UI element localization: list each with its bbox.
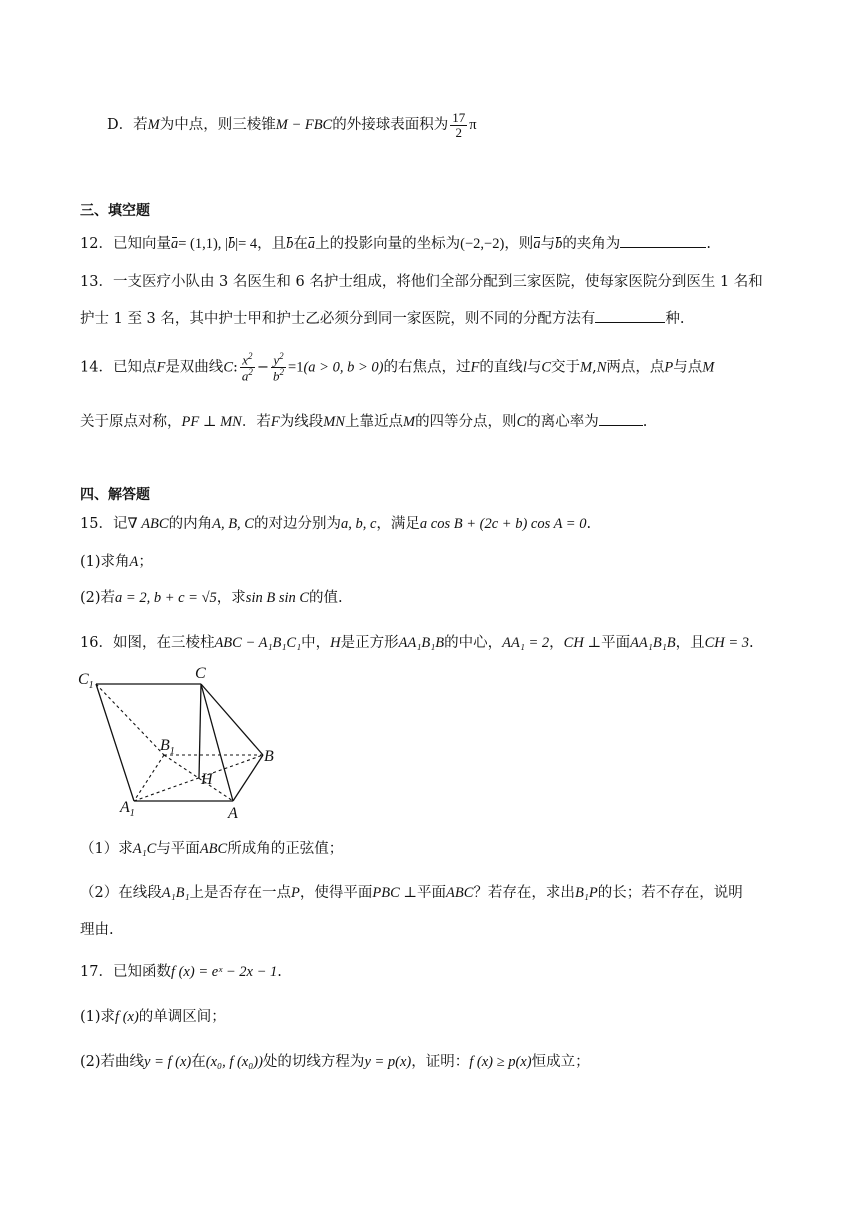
question-15: 15．记∇ ABC的内角A, B, C的对边分别为a, b, c，满足a cos B + (2c + b) cos A = 0.	[80, 516, 592, 532]
question-16-part-2-line-1: （2）在线段A₁B₁上是否存在一点P，使得平面PBC ⊥平面ABC？若存在，求出B₁P的长；若不存在，说明	[80, 885, 743, 901]
question-12: 12．已知向量a= (1,1), |b|= 4，且b在a上的投影向量的坐标为(−2,−2)，则a与b的夹角为 .	[80, 236, 711, 252]
answer-blank[interactable]	[595, 310, 665, 323]
question-17-part-2: (2)若曲线y = f (x)在(x₀, f (x₀))处的切线方程为y = p(x)，证明：f (x) ≥ p(x)恒成立；	[80, 1054, 590, 1070]
question-13-line-1: 13．一支医疗小队由 3 名医生和 6 名护士组成，将他们全部分配到三家医院，使每家医院分到医生 1 名和	[80, 274, 763, 290]
label-b1: $B_1$	[160, 737, 175, 757]
q11-option-d: D．若M为中点，则三棱锥M − FBC的外接球表面积为 $\frac{17}{2}$ π	[107, 110, 477, 140]
question-15-part-2: (2)若a = 2, b + c = √5，求sin B sin C的值.	[80, 590, 343, 606]
question-16-part-2-line-2: 理由.	[80, 922, 114, 938]
section-heading-fill-blank: 三、填空题	[80, 203, 150, 219]
answer-blank[interactable]	[620, 235, 706, 248]
edge-c1-b1	[96, 684, 164, 755]
fraction: $\frac{17}{2}$	[452, 110, 466, 140]
edge-b1-a1	[134, 755, 164, 801]
prism-figure	[76, 662, 286, 822]
label-h: H	[201, 771, 213, 788]
label-b: B	[264, 748, 274, 765]
question-14-line-1: 14．已知点F是双曲线C: $\frac{x^2}{a^2}$ − $\frac{y^2}{b^2}$ =1(a > 0, b > 0)的右焦点，过F的直线l与C交于M,N两点，点P与点M	[80, 351, 715, 384]
label-a: A	[228, 805, 238, 822]
question-17-part-1: (1)求f (x)的单调区间；	[80, 1009, 226, 1025]
question-17: 17．已知函数f (x) = eˣ − 2x − 1.	[80, 964, 282, 980]
question-14-line-2: 关于原点对称，PF ⊥ MN．若F为线段MN上靠近点M的四等分点，则C的离心率为 .	[80, 414, 648, 430]
question-16: 16．如图，在三棱柱ABC − A₁B₁C₁中，H是正方形AA₁B₁B的中心，AA₁ = 2，CH ⊥平面AA₁B₁B，且CH = 3.	[80, 635, 754, 651]
edge-c-h	[199, 684, 201, 778]
edge-a1-b	[134, 755, 263, 801]
label-c1: $C_1$	[78, 671, 94, 691]
section-heading-answer: 四、解答题	[80, 487, 150, 503]
label-c: C	[195, 665, 206, 682]
label-a1: $A_1$	[120, 799, 135, 819]
answer-blank[interactable]	[599, 413, 643, 426]
question-15-part-1: (1)求角A；	[80, 554, 153, 570]
edge-a-b	[233, 755, 263, 801]
question-16-part-1: （1）求A₁C与平面ABC所成角的正弦值；	[80, 841, 344, 857]
question-13-line-2: 护士 1 至 3 名，其中护士甲和护士乙必须分到同一家医院，则不同的分配方法有 种.	[80, 311, 685, 327]
edge-c1-a1	[96, 684, 134, 801]
